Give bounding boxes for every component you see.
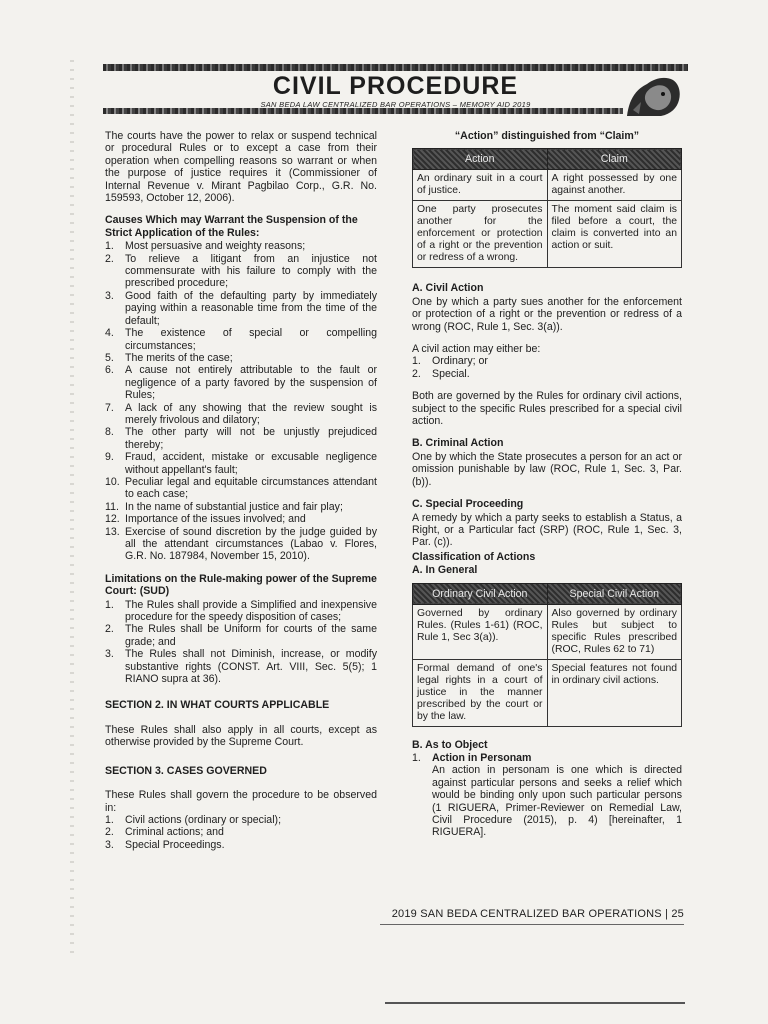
list-number: 5.: [105, 351, 114, 364]
special-proceeding-heading: C. Special Proceeding: [412, 498, 524, 511]
page-header: [103, 64, 688, 122]
table-cell: An ordinary suit in a court of justice.: [413, 170, 548, 201]
intro-paragraph: The courts have the power to relax or suspend technical or procedural Rules or to except a case from their operation when compelling reasons so warrant or when the purpose of justice requires it (Commissioner of Internal Revenue v. Mirant Pagbilao Corp., G.R. No. 159593, October 12, 2006).: [105, 130, 377, 205]
list-item-text: The Rules shall provide a Simplified and inexpensive procedure for the speedy disposition of cases;: [125, 598, 377, 624]
list-number: 2.: [105, 623, 114, 636]
table-row: [413, 170, 682, 201]
limitations-heading: Limitations on the Rule-making power of the Supreme Court: (SUD): [105, 572, 377, 598]
section-2-text: These Rules shall also apply in all courts, except as otherwise provided by the Supreme Court.: [105, 723, 377, 749]
table-row: [413, 201, 682, 268]
limitations-list: [105, 599, 377, 686]
action-in-personam-title: Action in Personam: [432, 751, 532, 764]
page-title: CIVIL PROCEDURE: [272, 72, 519, 100]
cause-item: [105, 290, 377, 327]
list-item-text: The existence of special or compelling circumstances;: [125, 327, 377, 352]
list-item-text: Fraud, accident, mistake or excusable negligence without appellant's fault;: [125, 451, 377, 476]
cause-item: [105, 240, 377, 252]
list-item-text: Exercise of sound discretion by the judge guided by all the attendant circumstances (Labao v. Flores, G.R. No. 187984, November 15, 2010).: [125, 525, 377, 563]
header-bar-top: [103, 64, 688, 71]
list-item-text: A cause not entirely attributable to the fault or negligence of a party favored by the suspension of Rules;: [125, 364, 377, 402]
cause-item: [105, 526, 377, 563]
table-header-cell: Claim: [547, 149, 682, 170]
classification-heading: Classification of Actions: [412, 550, 536, 563]
bottom-rule: [385, 1002, 685, 1004]
civil-action-type-item: [412, 368, 682, 380]
table-header-cell: Action: [413, 149, 548, 170]
in-general-heading: A. In General: [412, 564, 478, 577]
list-number: 12.: [105, 513, 120, 526]
cause-item: [105, 451, 377, 476]
footer-rule: [380, 924, 684, 925]
page-footer: [382, 908, 684, 920]
list-item-text: Importance of the issues involved; and: [125, 513, 306, 526]
list-item-text: A lack of any showing that the review sought is merely frivolous and dilatory;: [125, 401, 377, 426]
page-subtitle: SAN BEDA LAW CENTRALIZED BAR OPERATIONS – MEMORY AID 2019: [260, 100, 531, 109]
table-cell: Formal demand of one's legal rights in a court of justice in the manner prescribed by the court or by the law.: [413, 659, 548, 726]
table-cell: The moment said claim is filed before a court, the claim is converted into an action or suit.: [547, 201, 682, 268]
table-cell: Governed by ordinary Rules. (Rules 1-61) (ROC, Rule 1, Sec 3(a)).: [413, 604, 548, 659]
section-2-heading: SECTION 2. IN WHAT COURTS APPLICABLE: [105, 699, 330, 712]
list-number: 6.: [105, 364, 114, 377]
criminal-action-heading: B. Criminal Action: [412, 437, 504, 450]
table-cell: Also governed by ordinary Rules but subject to specific Rules prescribed (ROC, Rules 62 to 71): [547, 604, 682, 659]
list-number: 7.: [105, 401, 114, 414]
civil-action-either: A civil action may either be:: [412, 343, 541, 356]
cause-item: [105, 327, 377, 352]
section-3-text: These Rules shall govern the procedure to be observed in:: [105, 789, 377, 814]
list-item-text: Criminal actions; and: [125, 826, 224, 839]
list-number: 1.: [105, 813, 114, 826]
list-number: 10.: [105, 475, 120, 488]
action-in-personam-item: [412, 752, 682, 839]
list-item-text: Good faith of the defaulting party by immediately paying within a reasonable time from the time of the default;: [125, 289, 377, 327]
cause-item: [105, 501, 377, 513]
special-proceeding-text: A remedy by which a party seeks to establish a Status, a Right, or a Particular fact (SRP) (ROC, Rule 1, Sec. 3, Par. (c)).: [412, 511, 682, 549]
table-header-row: [413, 149, 682, 170]
table-header-cell: Special Civil Action: [547, 583, 682, 604]
limitation-item: [105, 648, 377, 685]
cause-item: [105, 426, 377, 451]
case-governed-item: [105, 839, 377, 851]
action-claim-table: [412, 148, 682, 268]
table-header-row: [413, 583, 682, 604]
cause-item: [105, 513, 377, 525]
cause-item: [105, 364, 377, 401]
section-3-heading: SECTION 3. CASES GOVERNED: [105, 764, 267, 777]
case-governed-item: [105, 814, 377, 826]
list-item-text: Civil actions (ordinary or special);: [125, 813, 282, 826]
list-item-text: In the name of substantial justice and fair play;: [125, 500, 343, 513]
table-cell: One party prosecutes another for the enforcement or protection of a right or the prevention or redress of a wrong.: [413, 201, 548, 268]
limitation-item: [105, 599, 377, 624]
cause-item: [105, 352, 377, 364]
list-item-text: The Rules shall be Uniform for courts of the same grade; and: [125, 623, 377, 648]
table-header-cell: Ordinary Civil Action: [413, 583, 548, 604]
case-governed-item: [105, 826, 377, 838]
list-number: 2.: [105, 826, 114, 839]
table-row: [413, 659, 682, 726]
list-item-text: The other party will not be unjustly prejudiced thereby;: [125, 426, 377, 451]
list-number: 4.: [105, 327, 114, 340]
criminal-action-text: One by which the State prosecutes a person for an act or omission punishable by law (ROC, Rule 1, Sec. 3, Par. (b)).: [412, 450, 682, 488]
cause-item: [105, 253, 377, 290]
civil-action-type-item: [412, 355, 682, 367]
civil-action-types-list: [412, 355, 682, 380]
section-3-list: [105, 814, 377, 851]
both-governed-text: Both are governed by the Rules for ordinary civil actions, subject to the specific Rules prescribed for a special civil action.: [412, 390, 682, 428]
civil-action-types-table: [412, 583, 682, 727]
action-claim-heading: “Action” distinguished from “Claim”: [454, 130, 640, 142]
table-cell: Special features not found in ordinary civil actions.: [547, 659, 682, 726]
list-item-text: The Rules shall not Diminish, increase, or modify substantive rights (CONST. Art. VIII, Sec. 5(5); 1 RIANO supra at 36).: [125, 648, 377, 686]
list-number: 3.: [105, 289, 114, 302]
table-cell: A right possessed by one against another.: [547, 170, 682, 201]
list-number: 13.: [105, 525, 120, 538]
list-item-text: The merits of the case;: [125, 351, 233, 364]
list-number: 1.: [412, 751, 421, 764]
civil-action-text: One by which a party sues another for the enforcement or protection of a right or the prevention or redress of a wrong (ROC, Rule 1, Sec. 3(a)).: [412, 295, 682, 333]
list-number: 9.: [105, 451, 114, 464]
list-number: 2.: [412, 367, 421, 380]
as-to-object-heading: B. As to Object: [412, 738, 488, 751]
action-in-personam-text: An action in personam is one which is directed against particular persons and seeks a relief which would be binding only upon such particular persons (1 RIGUERA, Primer-Reviewer on Remedial Law, Civil Procedure (2015), p. 4) [hereinafter, 1 RIGUERA].: [432, 764, 682, 839]
list-item-text: Ordinary; or: [432, 355, 488, 368]
causes-heading: Causes Which may Warrant the Suspension of the Strict Application of the Rules:: [105, 214, 358, 239]
list-number: 3.: [105, 648, 114, 661]
page-number: | 25: [665, 908, 684, 920]
footer-text: 2019 SAN BEDA CENTRALIZED BAR OPERATIONS: [391, 908, 662, 920]
cause-item: [105, 402, 377, 427]
lion-emblem-icon: [621, 70, 683, 120]
cause-item: [105, 476, 377, 501]
scan-edge-noise: [70, 60, 74, 960]
list-number: 1.: [105, 240, 114, 253]
list-number: 1.: [412, 355, 421, 368]
list-number: 2.: [105, 252, 114, 265]
left-column: [105, 130, 377, 861]
limitation-item: [105, 623, 377, 648]
causes-list: [105, 240, 377, 563]
list-item-text: Peculiar legal and equitable circumstances attendant to each case;: [125, 475, 377, 501]
list-number: 1.: [105, 598, 114, 611]
list-number: 8.: [105, 426, 114, 439]
table-row: [413, 604, 682, 659]
right-column: [412, 130, 682, 849]
list-item-text: Special Proceedings.: [125, 838, 225, 851]
list-item-text: To relieve a litigant from an injustice not commensurate with his failure to comply with the prescribed procedure;: [125, 252, 377, 290]
list-item-text: Special.: [432, 367, 470, 380]
list-item-text: Most persuasive and weighty reasons;: [125, 240, 306, 253]
civil-action-heading: A. Civil Action: [412, 282, 484, 295]
list-number: 11.: [105, 500, 119, 513]
list-number: 3.: [105, 838, 114, 851]
